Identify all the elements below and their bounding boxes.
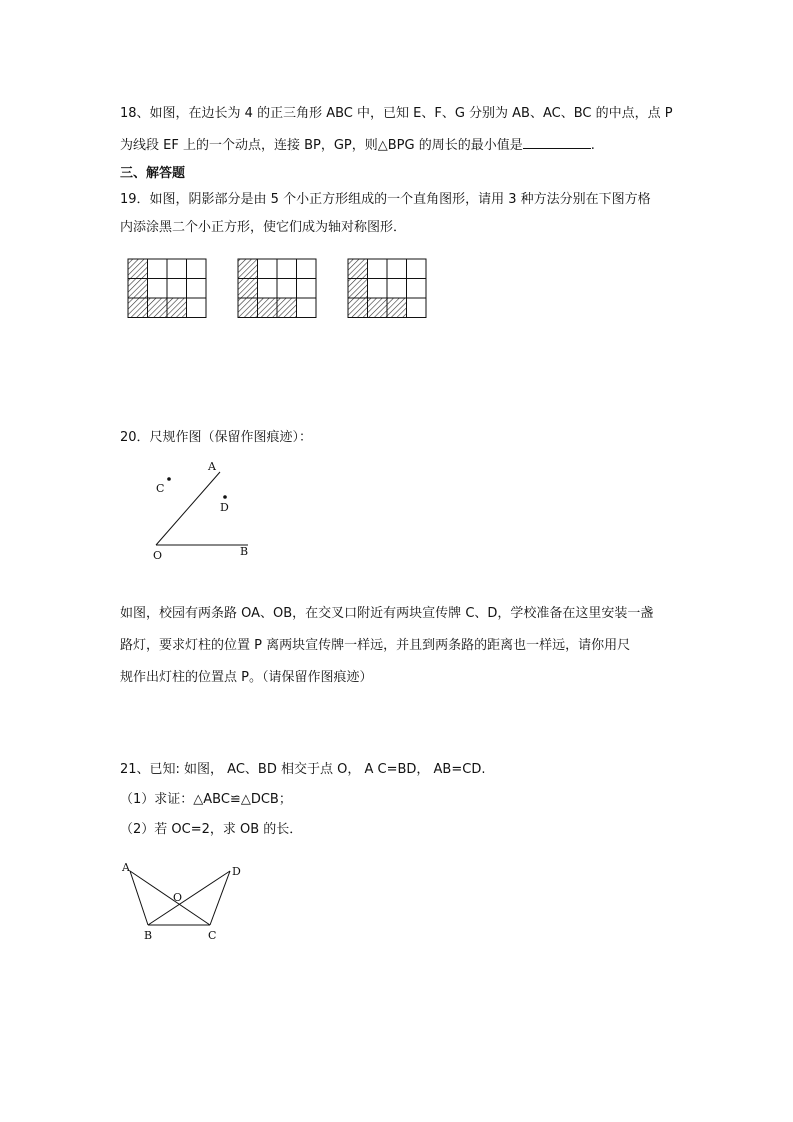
label-d: D [220, 501, 229, 514]
grid-cell[interactable] [368, 259, 388, 279]
label-d: D [232, 865, 241, 878]
grid-cell[interactable] [187, 298, 207, 318]
shaded-cell[interactable] [238, 298, 258, 318]
grid-cell[interactable] [187, 279, 207, 299]
ray-oa [156, 472, 220, 545]
grid-cell[interactable] [258, 259, 278, 279]
seg-ab [130, 871, 148, 925]
shaded-cell[interactable] [238, 279, 258, 299]
grid-cell[interactable] [167, 259, 187, 279]
shaded-cell[interactable] [368, 298, 388, 318]
grid-cell[interactable] [407, 279, 427, 299]
shaded-cell[interactable] [148, 298, 168, 318]
grid-cell[interactable] [148, 259, 168, 279]
grid-cell[interactable] [277, 259, 297, 279]
grid-3 [348, 259, 426, 318]
shaded-cell[interactable] [167, 298, 187, 318]
q21-line3: （2）若 OC=2，求 OB 的长． [120, 822, 303, 837]
label-a: A [208, 460, 216, 473]
grid-cell[interactable] [167, 279, 187, 299]
grid-cell[interactable] [407, 259, 427, 279]
grid-cell[interactable] [407, 298, 427, 318]
grid-cell[interactable] [297, 259, 317, 279]
shaded-cell[interactable] [238, 259, 258, 279]
shaded-cell[interactable] [258, 298, 278, 318]
grid-cell[interactable] [148, 279, 168, 299]
q21-line2: （1）求证：△ABC≌△DCB； [120, 792, 292, 807]
label-c: C [208, 929, 217, 942]
label-b: B [144, 929, 153, 942]
shaded-cell[interactable] [348, 259, 368, 279]
point-c [167, 477, 171, 481]
grid-cell[interactable] [297, 298, 317, 318]
label-c: C [156, 482, 165, 495]
q18-line2 [120, 134, 595, 156]
seg-bd [148, 871, 230, 925]
answer-blank[interactable] [523, 134, 591, 149]
label-a: A [122, 861, 130, 874]
grid-1 [128, 259, 206, 318]
q18-line2-text: 为线段 EF 上的一个动点，连接 BP，GP，则△BPG 的周长的最小值是 [120, 138, 523, 153]
q21-figure [118, 855, 268, 955]
seg-ac [130, 871, 210, 925]
q20-para2: 路灯，要求灯柱的位置 P 离两块宣传牌一样远，并且到两条路的距离也一样远，请你用尺 [120, 638, 631, 653]
q19-line2: 内添涂黑二个小正方形，使它们成为轴对称图形． [120, 220, 407, 235]
label-b: B [240, 545, 249, 558]
grid-cell[interactable] [187, 259, 207, 279]
grid-cell[interactable] [297, 279, 317, 299]
q18-line1: 18、如图，在边长为 4 的正三角形 ABC 中，已知 E、F、G 分别为 AB、AC、BC 的中点，点 P [120, 106, 673, 121]
shaded-cell[interactable] [348, 298, 368, 318]
shaded-cell[interactable] [277, 298, 297, 318]
q20-figure [148, 458, 308, 568]
grid-cell[interactable] [387, 279, 407, 299]
q18-line2-end: . [590, 138, 595, 153]
shaded-cell[interactable] [348, 279, 368, 299]
label-o: O [153, 549, 163, 562]
shaded-cell[interactable] [128, 259, 148, 279]
q19-line1: 19．如图，阴影部分是由 5 个小正方形组成的一个直角图形，请用 3 种方法分别在下图方格 [120, 192, 651, 207]
q20-title: 20．尺规作图（保留作图痕迹）： [120, 430, 313, 445]
q19-grids [0, 250, 793, 370]
q20-para1: 如图，校园有两条路 OA、OB，在交叉口附近有两块宣传牌 C、D，学校准备在这里安装一盏 [120, 606, 654, 621]
seg-dc [210, 871, 230, 925]
grid-cell[interactable] [277, 279, 297, 299]
q21-line1: 21、已知: 如图， AC、BD 相交于点 O， A C=BD， AB=CD. [120, 762, 486, 777]
shaded-cell[interactable] [128, 279, 148, 299]
grid-cell[interactable] [368, 279, 388, 299]
section-title: 三、解答题 [120, 166, 186, 181]
grid-cell[interactable] [258, 279, 278, 299]
shaded-cell[interactable] [387, 298, 407, 318]
label-o: O [173, 891, 183, 904]
shaded-cell[interactable] [128, 298, 148, 318]
grid-2 [238, 259, 316, 318]
grid-cell[interactable] [387, 259, 407, 279]
q20-para3: 规作出灯柱的位置点 P。（请保留作图痕迹） [120, 670, 373, 685]
point-d [223, 495, 227, 499]
